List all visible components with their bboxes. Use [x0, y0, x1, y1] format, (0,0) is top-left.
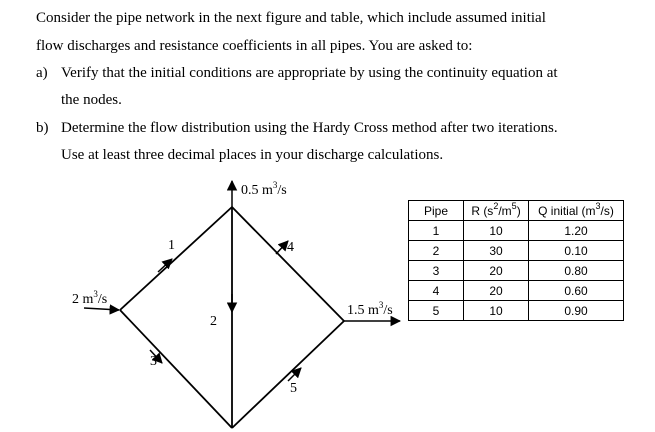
item-b-marker: b) — [36, 120, 49, 136]
cell-pipe: 4 — [409, 281, 464, 301]
pipe-4-line — [232, 207, 344, 321]
cell-pipe: 2 — [409, 241, 464, 261]
cell-pipe: 5 — [409, 301, 464, 321]
header-pipe: Pipe — [409, 201, 464, 221]
cell-q-initial: 1.20 — [529, 221, 624, 241]
cell-q-initial: 0.80 — [529, 261, 624, 281]
cell-resistance: 20 — [464, 281, 529, 301]
cell-resistance: 20 — [464, 261, 529, 281]
pipe-1-line — [120, 207, 232, 310]
pipe-data-table — [408, 200, 624, 321]
inflow-left-arrow — [84, 308, 119, 310]
cell-q-initial: 0.60 — [529, 281, 624, 301]
pipe-5-line — [232, 321, 344, 428]
table-header-row — [409, 201, 624, 221]
problem-intro-line-2: flow discharges and resistance coefficients in all pipes. You are asked to: — [36, 38, 473, 54]
pipe-label-2: 2 — [210, 314, 217, 329]
pipe-label-1: 1 — [168, 238, 175, 253]
cell-pipe: 1 — [409, 221, 464, 241]
item-a-marker: a) — [36, 65, 48, 81]
pipe-1-flow-arrow — [158, 259, 172, 272]
cell-resistance: 10 — [464, 301, 529, 321]
cell-pipe: 3 — [409, 261, 464, 281]
item-b-line-2: Use at least three decimal places in your discharge calculations. — [61, 147, 444, 163]
item-b-line-1: Determine the flow distribution using the Hardy Cross method after two iterations. — [61, 120, 558, 136]
pipe-label-4: 4 — [287, 240, 294, 255]
cell-resistance: 30 — [464, 241, 529, 261]
cell-q-initial: 0.90 — [529, 301, 624, 321]
pipe-label-5: 5 — [290, 381, 297, 396]
cell-q-initial: 0.10 — [529, 241, 624, 261]
header-resistance: R $(s^2/m^5)$ — [464, 201, 529, 221]
table-row — [409, 281, 624, 301]
problem-intro-line-1: Consider the pipe network in the next figure and table, which include assumed initial — [36, 10, 546, 26]
pipe-5-flow-arrow — [288, 368, 301, 381]
right-outflow-label: 1.5 $m^3/s$ — [347, 300, 393, 318]
item-a-line-2: the nodes. — [61, 92, 122, 108]
table-row — [409, 301, 624, 321]
top-outflow-label: 0.5 $m^3/s$ — [241, 180, 287, 198]
item-a-line-1: Verify that the initial conditions are appropriate by using the continuity equation at — [61, 65, 558, 81]
cell-resistance: 10 — [464, 221, 529, 241]
table-row — [409, 261, 624, 281]
pipe-label-3: 3 — [150, 354, 157, 369]
table-row — [409, 221, 624, 241]
left-inflow-label: 2 $m^3/s$ — [72, 289, 108, 307]
table-row — [409, 241, 624, 261]
header-q-initial: Q initial $(m^3/s)$ — [529, 201, 624, 221]
